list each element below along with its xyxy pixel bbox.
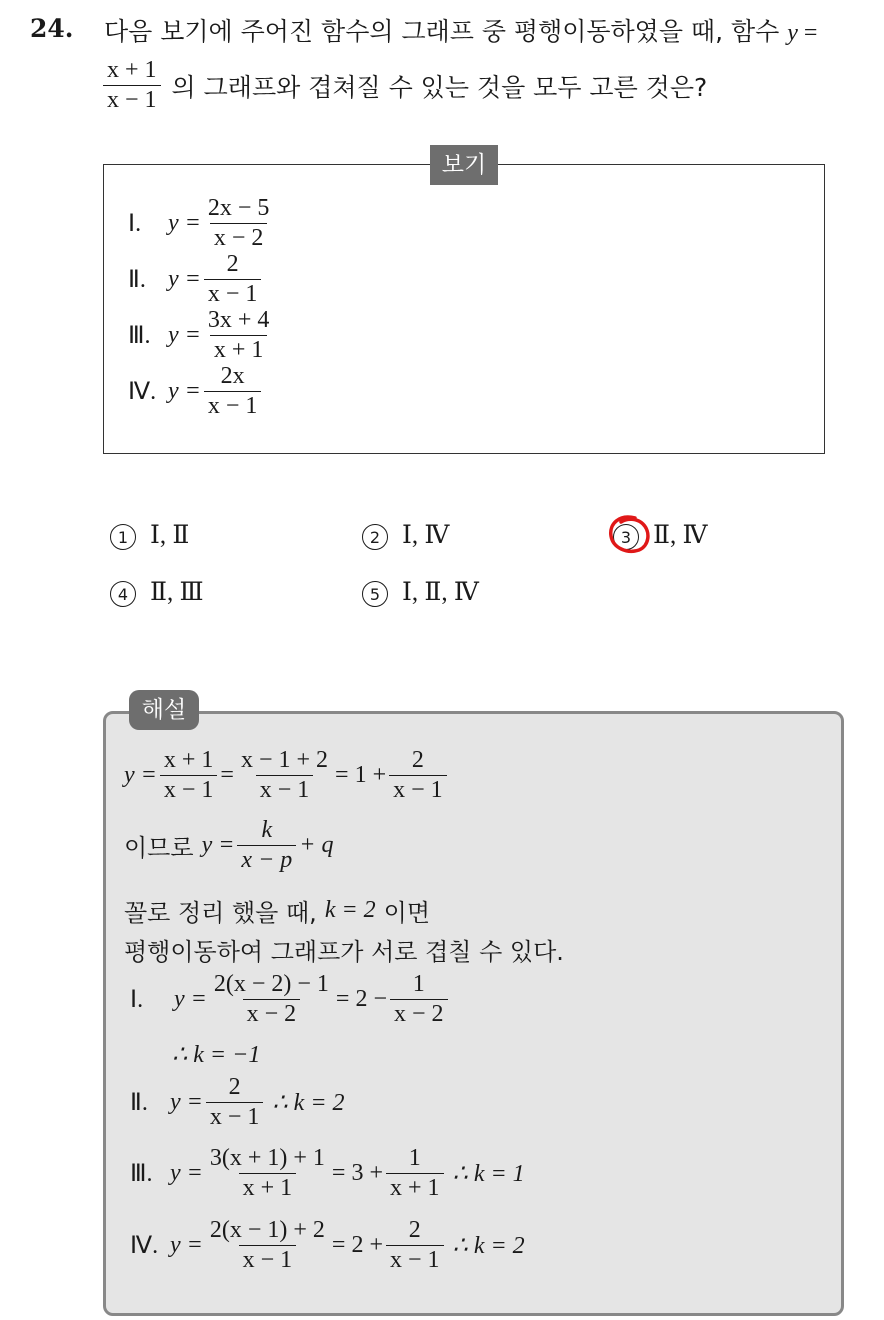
sol-tail: ∴ k = 2 <box>452 1233 525 1260</box>
sol-therefore: ∴ k = −1 <box>172 1042 261 1068</box>
func-eq: = <box>803 20 818 46</box>
sol-op: = <box>220 762 234 789</box>
answer-mark-circle-icon <box>605 512 653 558</box>
frac-den: x − 1 <box>386 1245 444 1273</box>
choice-1[interactable] <box>110 520 189 550</box>
sol-fraction <box>206 1218 329 1273</box>
question-text-line1 <box>104 12 817 48</box>
sol-math: k = 2 <box>324 897 376 923</box>
sol-fraction <box>386 1218 444 1273</box>
frac-den: x − 1 <box>204 391 262 419</box>
sol-fraction <box>390 972 448 1027</box>
sol-text: 평행이동하여 그래프가 서로 겹칠 수 있다. <box>124 938 564 966</box>
frac-num: 2 <box>408 1217 421 1243</box>
sol-tail: ∴ k = 2 <box>272 1090 345 1117</box>
solution-line-2 <box>124 818 333 873</box>
func-y: y <box>787 20 798 46</box>
question-text-tail: 의 그래프와 겹쳐질 수 있는 것을 모두 고른 것은? <box>171 72 708 102</box>
sol-tail: + q <box>299 832 334 859</box>
sol-lhs: y = <box>170 1232 203 1259</box>
frac-num: 3x + 4 <box>207 307 270 333</box>
frac-num: 1 <box>408 1145 421 1171</box>
frac-den: x + 1 <box>239 1173 297 1201</box>
roman-numeral: Ⅲ. <box>130 1161 153 1188</box>
sol-lhs: y = <box>201 832 235 859</box>
bogi-item-1 <box>128 196 276 251</box>
sol-fraction <box>206 1146 329 1201</box>
sol-text: 이면 <box>383 899 431 927</box>
bogi-lhs: y = <box>168 210 201 237</box>
frac-num: 2 <box>226 251 239 277</box>
question-text-line2 <box>100 58 707 113</box>
choice-text: Ⅱ, Ⅳ <box>653 522 708 549</box>
choice-number: 1 <box>110 524 136 550</box>
frac-den: x − 1 <box>160 775 218 803</box>
frac-den: x + 1 <box>210 335 268 363</box>
sol-text: 이므로 <box>124 834 194 863</box>
frac-num: 2x − 5 <box>207 195 270 221</box>
frac-num: k <box>261 817 273 843</box>
sol-lhs: y = <box>170 1160 203 1187</box>
bogi-item-2 <box>128 252 264 307</box>
choice-number: 4 <box>110 581 136 607</box>
sol-fraction <box>237 818 296 873</box>
sol-lhs: y = <box>174 986 207 1013</box>
sol-op: = 2 + <box>331 1232 383 1259</box>
choice-text: Ⅰ, Ⅳ <box>402 522 450 549</box>
solution-line-1 <box>124 748 450 803</box>
bogi-item-3 <box>128 308 276 363</box>
roman-numeral: Ⅳ. <box>128 379 157 406</box>
choice-number: 2 <box>362 524 388 550</box>
roman-numeral: Ⅳ. <box>130 1233 159 1260</box>
choice-number: 3 <box>613 524 639 550</box>
roman-numeral: Ⅰ. <box>130 987 144 1014</box>
sol-math <box>202 832 235 859</box>
frac-num: 2(x − 2) − 1 <box>213 971 329 997</box>
solution-step-4 <box>130 1218 525 1273</box>
sol-fraction <box>389 748 447 803</box>
bogi-fraction <box>204 364 262 419</box>
sol-fraction <box>237 748 332 803</box>
frac-num: 2 <box>411 747 424 773</box>
bogi-lhs: y = <box>168 378 201 405</box>
frac-den: x − 1 <box>206 1102 264 1130</box>
frac-den: x − p <box>237 845 296 873</box>
question-number: 24. <box>30 14 74 43</box>
bogi-fraction <box>204 308 274 363</box>
solution-step-1 <box>130 972 451 1027</box>
frac-den: x − 1 <box>256 775 314 803</box>
frac-den: x + 1 <box>386 1173 444 1201</box>
sol-fraction <box>386 1146 444 1201</box>
sol-fraction <box>206 1075 264 1130</box>
choice-2[interactable] <box>362 520 449 550</box>
solution-line-4 <box>124 932 564 967</box>
frac-den: x − 1 <box>239 1245 297 1273</box>
bogi-fraction <box>204 252 262 307</box>
roman-numeral: Ⅱ. <box>128 267 146 294</box>
bogi-label: 보기 <box>430 145 498 185</box>
solution-line-3 <box>124 893 430 928</box>
frac-num: 2 <box>228 1074 241 1100</box>
choice-number: 5 <box>362 581 388 607</box>
bogi-fraction <box>204 196 274 251</box>
question-text: 다음 보기에 주어진 함수의 그래프 중 평행이동하였을 때, 함수 <box>104 17 780 46</box>
sol-op: = 1 + <box>335 762 387 789</box>
bogi-lhs: y = <box>168 322 201 349</box>
bogi-lhs: y = <box>168 266 201 293</box>
choice-5[interactable] <box>362 577 479 607</box>
question-fraction <box>103 58 161 113</box>
frac-num: 3(x + 1) + 1 <box>209 1145 325 1171</box>
frac-num: x − 1 + 2 <box>240 747 329 773</box>
choice-text: Ⅰ, Ⅱ, Ⅳ <box>402 579 479 606</box>
question-func-lhs <box>787 20 817 46</box>
sol-op: = 3 + <box>331 1160 383 1187</box>
sol-lhs: y = <box>170 1089 203 1116</box>
solution-step-2 <box>130 1075 345 1130</box>
sol-op: = 2 − <box>335 986 387 1013</box>
frac-num: 2x <box>220 363 245 389</box>
sol-fraction <box>210 972 333 1027</box>
roman-numeral: Ⅰ. <box>128 211 142 238</box>
roman-numeral: Ⅱ. <box>130 1090 148 1117</box>
frac-den: x − 2 <box>210 223 268 251</box>
choice-text: Ⅰ, Ⅱ <box>150 522 190 549</box>
sol-text: 꼴로 정리 했을 때, <box>124 899 317 927</box>
solution-step-3 <box>130 1146 525 1201</box>
frac-den: x − 2 <box>390 999 448 1027</box>
question-frac-den: x − 1 <box>103 85 161 113</box>
solution-label: 해설 <box>129 690 199 730</box>
frac-num: 1 <box>412 971 425 997</box>
choice-4[interactable] <box>110 577 204 607</box>
frac-den: x − 1 <box>389 775 447 803</box>
sol-tail: ∴ k = 1 <box>452 1161 525 1188</box>
frac-num: 2(x − 1) + 2 <box>209 1217 325 1243</box>
bogi-item-4 <box>128 364 264 419</box>
frac-num: x + 1 <box>163 747 214 773</box>
sol-lhs: y = <box>124 762 157 789</box>
frac-den: x − 1 <box>204 279 262 307</box>
sol-fraction <box>160 748 218 803</box>
frac-den: x − 2 <box>243 999 301 1027</box>
solution-step-1-therefore <box>172 1040 260 1069</box>
roman-numeral: Ⅲ. <box>128 323 151 350</box>
question-frac-num: x + 1 <box>107 57 157 83</box>
choice-text: Ⅱ, Ⅲ <box>150 579 204 606</box>
